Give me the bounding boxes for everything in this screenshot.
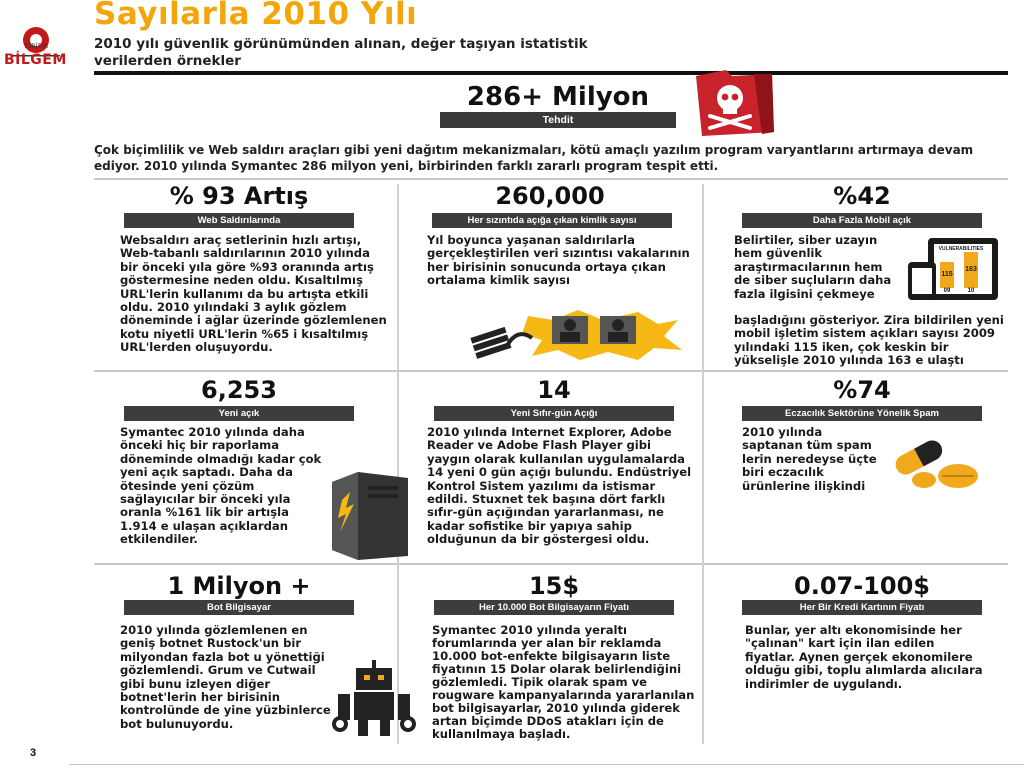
stat-value-card-price: 0.07-100$ bbox=[794, 572, 930, 600]
stat-text-zero-day: 2010 yılında Internet Explorer, Adobe Reader ve Adobe Flash Player gibi yaygın olarak kullanılan uygulamalarda 14 yeni 0 gün açığı bulundu. Endüstriyel Kontrol Sistem yazılımı da istismar edildi. Stuxnet tek başına dört farklı sıfır-gün açığından yararlanması, ne kadar sofistike bir yapıya sahip olduğunun da bir göstergesi oldu. bbox=[427, 425, 692, 547]
stat-label-zero-day: Yeni Sıfır-gün Açığı bbox=[434, 406, 674, 421]
robot-icon bbox=[326, 660, 424, 738]
computer-tower-icon bbox=[328, 470, 410, 562]
mobile-chart-year-2010: 10 bbox=[967, 288, 975, 294]
row-divider-1 bbox=[94, 178, 1008, 180]
row-divider-3 bbox=[94, 563, 1008, 565]
stat-label-web-attacks: Web Saldırılarında bbox=[124, 213, 354, 228]
mobile-chart-year-2009: 09 bbox=[943, 288, 951, 294]
stat-text-card-price: Bunlar, yer altı ekonomisinde her "çalınan" kart için ilan edilen fiyatlar. Aynen gerçek ekonomilere olduğu gibi, toplu alımlarda alıcılara indirimler de uygulandı. bbox=[745, 623, 983, 691]
stat-label-pharma-spam: Eczacılık Sektörüne Yönelik Spam bbox=[742, 406, 982, 421]
footer-line bbox=[70, 764, 1024, 765]
stat-label-mobile: Daha Fazla Mobil açık bbox=[742, 213, 982, 228]
pills-icon bbox=[884, 432, 988, 490]
stat-value-bot-price: 15$ bbox=[528, 572, 580, 600]
stat-label-bots: Bot Bilgisayar bbox=[124, 600, 354, 615]
row-divider-2 bbox=[94, 370, 1008, 372]
stat-text-bots: 2010 yılında gözlemlenen en geniş botnet Rustock'un bir milyondan fazla bot u yönettiği gözlemlendi. Grum ve Cutwail gibi bunu izleyen diğer botnet'lerin her birisinin kontrolünde de yine yüzbinlerce bot bulunuyordu. bbox=[120, 623, 331, 731]
stat-text-mobile-part1: Belirtiler, siber uzayın hem güvenlik araştırmacılarının hem de siber suçluların daha fazla ilgisini çekmeye bbox=[734, 233, 892, 301]
stat-label-bot-price: Her 10.000 Bot Bilgisayarın Fiyatı bbox=[434, 600, 674, 615]
hero-description: Çok biçimlilik ve Web saldırı araçları gibi yeni dağıtım mekanizmaları, kötü amaçlı yazılım program varyantlarını artırmaya devam ediyor. 2010 yılında Symantec 286 milyon yeni, birbirinden farklı zararlı program tespit etti. bbox=[94, 143, 974, 173]
stat-value-web-attacks: % 93 Artış bbox=[169, 182, 309, 210]
page-number: 3 bbox=[30, 747, 37, 759]
stat-label-card-price: Her Bir Kredi Kartının Fiyatı bbox=[742, 600, 982, 615]
page-subtitle: 2010 yılı güvenlik görünümünden alınan, değer taşıyan istatistik verilerden örnekler bbox=[94, 36, 588, 69]
stat-text-mobile: başladığını gösteriyor. Zira bildirilen yeni mobil işletim sistem açıkları sayısı 2009 yılındaki 115 iken, çok keskin bir yükselişle 2010 yılında 163 e ulaştı bbox=[734, 313, 1004, 368]
column-divider-2 bbox=[702, 184, 704, 744]
stat-value-identities: 260,000 bbox=[495, 182, 605, 210]
stat-text-bot-price: Symantec 2010 yılında yeraltı forumlarında yer alan bir reklamda 10.000 bot-enfekte bilgisayarın liste fiyatının 15 Dolar olarak belirlendiğini gözlemledi. Tipik olarak spam ve rougware kampanyalarında yararlanılan bot bilgisayarlar, 2010 yılında giderek artan biçimde DDoS atakları için de kullanılmaya başladı. bbox=[432, 623, 695, 741]
mobile-chart-bar-2010: 163 bbox=[964, 252, 978, 288]
stat-text-new-vulns: Symantec 2010 yılında daha önceki hiç bir raporlama döneminde olmadığı kadar çok yeni açık saptadı. Daha da ötesinde yeni çözüm sağlayıcılar bir önceki yıla oranla %161 lik bir artışla 1.914 e ulaşan açıklardan etkilendiler. bbox=[120, 425, 322, 547]
page-title: Sayılarla 2010 Yılı bbox=[94, 0, 418, 32]
stat-value-zero-day: 14 bbox=[537, 376, 571, 404]
hero-value: 286+ Milyon bbox=[466, 82, 650, 112]
identity-theft-icon bbox=[468, 306, 688, 362]
hero-label: Tehdit bbox=[440, 112, 676, 128]
logo-small-text: TÜBİTAK bbox=[23, 44, 49, 50]
stat-value-new-vulns: 6,253 bbox=[201, 376, 277, 404]
logo-name: BİLGEM bbox=[4, 52, 67, 68]
stat-label-new-vulns: Yeni açık bbox=[124, 406, 354, 421]
mobile-chart-bar-2009: 115 bbox=[940, 262, 954, 288]
stat-text-identities: Yıl boyunca yaşanan saldırılarla gerçekleştirilen veri sızıntısı vakalarının her birisinin sonucunda ortaya çıkan ortalama kimlik sayısı bbox=[427, 233, 690, 288]
header-divider bbox=[94, 71, 1008, 75]
stat-value-mobile: %42 bbox=[833, 182, 891, 210]
stat-text-web-attacks: Websaldırı araç setlerinin hızlı artışı, Web-tabanlı saldırılarının 2010 yılında bir önceki yıla göre %93 oranında artış göstermesine neden oldu. Kısaltılmış URL'lerin kullanımı da bu artışta etkili oldu. 2010 yılındaki 3 aylık gözlem döneminde i ağlar üzerinde gözlemlenen kotu niyetli URL'lerin %65 i kısaltılmış URL'lerden oluşuyordu. bbox=[120, 233, 387, 355]
stat-text-pharma-spam: 2010 yılında saptanan tüm spam lerin neredeyse üçte biri eczacılık ürünlerine ilişkindi bbox=[742, 425, 877, 493]
skull-crossbones-icon bbox=[692, 66, 778, 140]
stat-label-identities: Her sızıntıda açığa çıkan kimlik sayısı bbox=[432, 213, 672, 228]
stat-value-bots: 1 Milyon + bbox=[167, 572, 311, 600]
mobile-chart-title: VULNERABILITIES bbox=[938, 246, 984, 252]
stat-value-pharma-spam: %74 bbox=[833, 376, 891, 404]
